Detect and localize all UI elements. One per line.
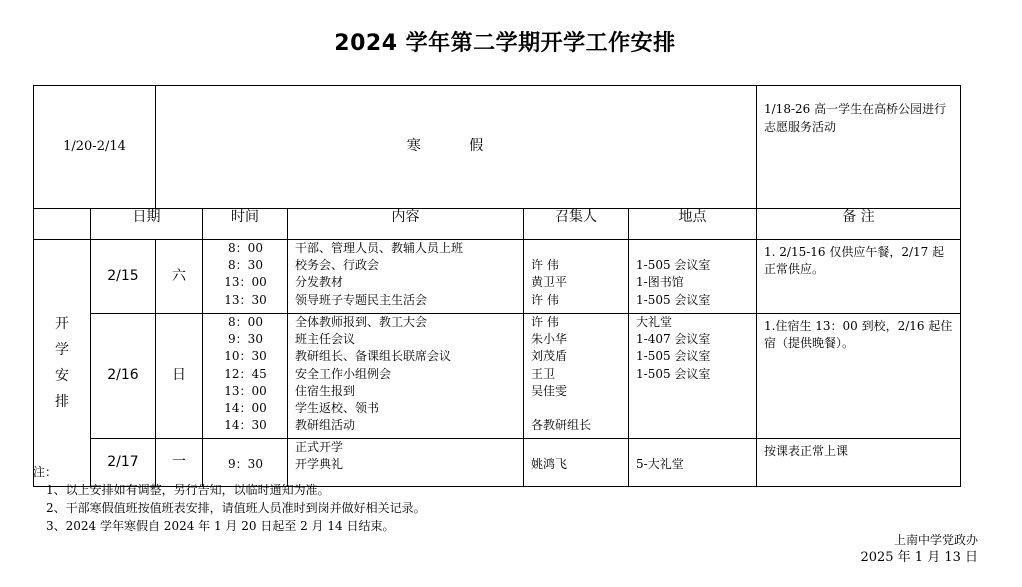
day-contents	[288, 240, 524, 314]
time-entry: 8：00	[228, 241, 263, 255]
time-entry: 13：00	[224, 275, 267, 290]
content-entry: 正式开学	[295, 440, 344, 454]
notes-heading: 注：	[33, 465, 58, 479]
location-entry: 1-505 会议室	[636, 366, 711, 381]
time-entry: 14：30	[224, 418, 267, 433]
convener-entry: 许 伟	[531, 292, 559, 307]
location-entry	[636, 383, 750, 400]
convener-entry: 吴佳雯	[531, 383, 568, 398]
signature-date: 2025 年 1 月 13 日	[860, 550, 978, 565]
convener-entry: 姚鸿飞	[531, 457, 568, 472]
note-item: 2、干部寒假值班按值班表安排，请值班人员准时到岗并做好相关记录。	[46, 501, 426, 515]
day-conveners	[524, 240, 629, 314]
convener-entry	[531, 400, 622, 417]
header-time: 时间	[203, 209, 288, 240]
location-entry: 1-407 会议室	[636, 332, 711, 347]
header-convener: 召集人	[524, 209, 629, 240]
section-label	[34, 240, 91, 487]
time-entry	[210, 439, 281, 456]
header-content: 内容	[288, 209, 524, 240]
convener-entry	[531, 439, 622, 456]
vacation-row	[34, 86, 961, 209]
content-entry: 教研组活动	[295, 418, 356, 433]
header-remarks: 备 注	[757, 209, 961, 240]
header-location: 地点	[629, 209, 757, 240]
time-entry: 9：30	[228, 332, 263, 347]
content-entry: 安全工作小组例会	[295, 366, 392, 381]
convener-entry: 黄卫平	[531, 275, 568, 290]
time-entry: 8：00	[228, 315, 263, 329]
convener-entry: 许 伟	[531, 258, 559, 273]
content-entry: 全体教师报到、教工大会	[295, 315, 428, 329]
page-title: 2024 学年第二学期开学工作安排	[334, 31, 676, 56]
location-entry	[636, 417, 750, 434]
day-conveners	[524, 439, 629, 487]
location-entry: 1-505 会议室	[636, 258, 711, 273]
day-locations	[629, 314, 757, 439]
content-entry: 开学典礼	[295, 457, 344, 472]
day-weekday: 六	[156, 240, 203, 314]
section-char: 开	[55, 316, 69, 332]
location-entry: 1-图书馆	[636, 275, 684, 290]
location-entry: 1-505 会议室	[636, 349, 711, 364]
section-char: 安	[55, 368, 69, 384]
time-entry: 14：00	[224, 400, 267, 415]
content-entry: 教研组长、备课组长联席会议	[295, 349, 452, 364]
convener-entry: 许 伟	[531, 315, 559, 329]
header-blank	[34, 209, 91, 240]
location-entry	[636, 439, 750, 456]
content-entry: 领导班子专题民主生活会	[295, 292, 428, 307]
day-date: 2/15	[91, 240, 156, 314]
header-date: 日期	[91, 209, 203, 240]
time-entry: 10：30	[224, 349, 267, 364]
day-row-2-16	[34, 314, 961, 439]
vacation-label: 寒 假	[156, 86, 757, 209]
day-locations	[629, 439, 757, 487]
vacation-range: 1/20-2/14	[34, 86, 156, 209]
schedule-table	[33, 85, 961, 487]
notes-section	[33, 463, 426, 535]
section-char: 排	[55, 394, 69, 410]
convener-entry: 朱小华	[531, 332, 568, 347]
time-entry: 12：45	[224, 366, 267, 381]
day-date: 2/17	[91, 439, 156, 487]
day-remark: 1.住宿生 13：00 到校，2/16 起住宿（提供晚餐）。	[757, 314, 961, 439]
day-weekday: 日	[156, 314, 203, 439]
time-entry: 13：30	[224, 292, 267, 307]
section-char: 学	[55, 342, 69, 358]
content-entry: 班主任会议	[295, 332, 356, 347]
signature-block	[860, 531, 978, 567]
convener-entry: 王卫	[531, 366, 556, 381]
time-entry: 13：00	[224, 383, 267, 398]
content-entry: 校务会、行政会	[295, 258, 380, 273]
note-item: 3、2024 学年寒假自 2024 年 1 月 20 日起至 2 月 14 日结束。	[46, 519, 395, 533]
day-times	[203, 240, 288, 314]
day-contents	[288, 314, 524, 439]
day-remark: 1. 2/15-16 仅供应午餐，2/17 起正常供应。	[757, 240, 961, 314]
time-entry: 9：30	[228, 457, 263, 472]
content-entry: 干部、管理人员、教辅人员上班	[295, 241, 464, 255]
location-entry: 5-大礼堂	[636, 457, 684, 472]
day-locations	[629, 240, 757, 314]
day-date: 2/16	[91, 314, 156, 439]
day-conveners	[524, 314, 629, 439]
vacation-note: 1/18-26 高一学生在高桥公园进行志愿服务活动	[757, 86, 961, 209]
header-row	[34, 209, 961, 240]
convener-entry: 各教研组长	[531, 418, 592, 433]
convener-entry	[531, 240, 622, 257]
day-weekday: 一	[156, 439, 203, 487]
note-item: 1、以上安排如有调整，另行告知，以临时通知为准。	[46, 483, 330, 497]
day-remark: 按课表正常上课	[757, 439, 961, 487]
signature-office: 上南中学党政办	[893, 533, 978, 547]
content-entry: 学生返校、领书	[295, 400, 380, 415]
location-entry	[636, 240, 750, 257]
time-entry: 8：30	[228, 258, 263, 273]
day-times	[203, 314, 288, 439]
location-entry: 1-505 会议室	[636, 292, 711, 307]
day-row-2-15	[34, 240, 961, 314]
content-entry: 住宿生报到	[295, 383, 356, 398]
location-entry: 大礼堂	[636, 315, 673, 329]
content-entry: 分发教材	[295, 275, 344, 290]
convener-entry: 刘茂盾	[531, 349, 568, 364]
location-entry	[636, 400, 750, 417]
